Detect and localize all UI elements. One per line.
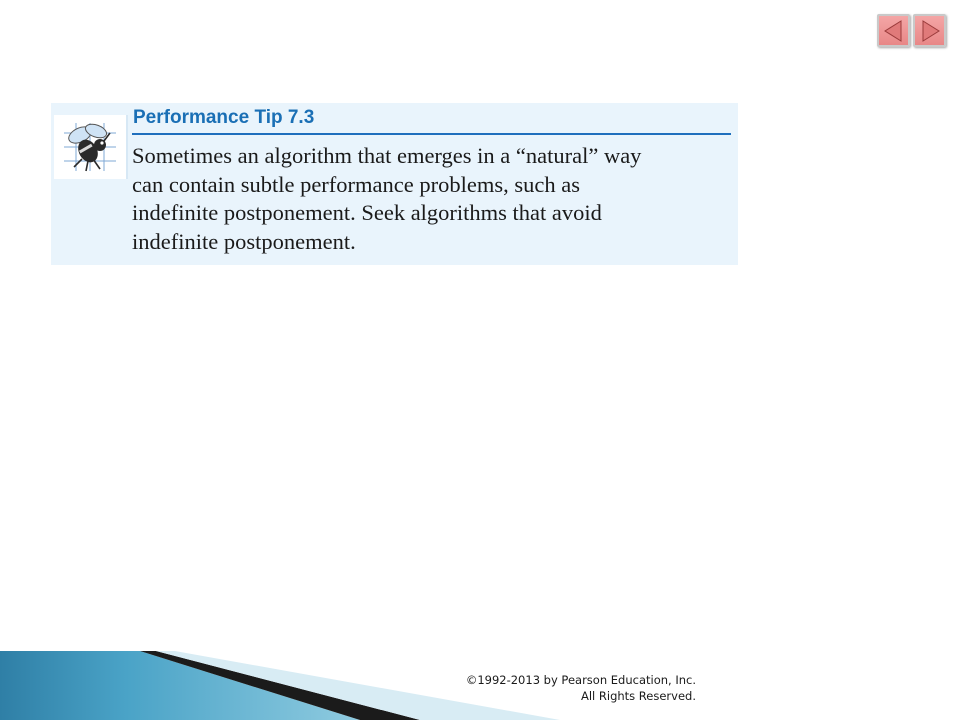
- tip-title: Performance Tip 7.3: [133, 107, 315, 128]
- next-slide-button[interactable]: [913, 14, 946, 47]
- copyright-notice: [466, 672, 696, 704]
- tip-icon-frame: [54, 115, 128, 179]
- slide-navigation: [877, 14, 946, 47]
- tip-body-text: Sometimes an algorithm that emerges in a “natural” way can contain subtle performance problems, such as indefinite postponement. Seek algorithms that avoid indefinite postponement.: [132, 143, 642, 254]
- rights-line: All Rights Reserved.: [580, 689, 696, 703]
- copyright-line: ©1992-2013 by Pearson Education, Inc.: [465, 673, 696, 687]
- previous-slide-button[interactable]: [877, 14, 910, 47]
- tip-divider: [132, 133, 731, 135]
- right-triangle-icon: [918, 19, 942, 43]
- left-triangle-icon: [882, 19, 906, 43]
- performance-tip-box: [51, 103, 738, 265]
- bee-icon: [60, 119, 120, 175]
